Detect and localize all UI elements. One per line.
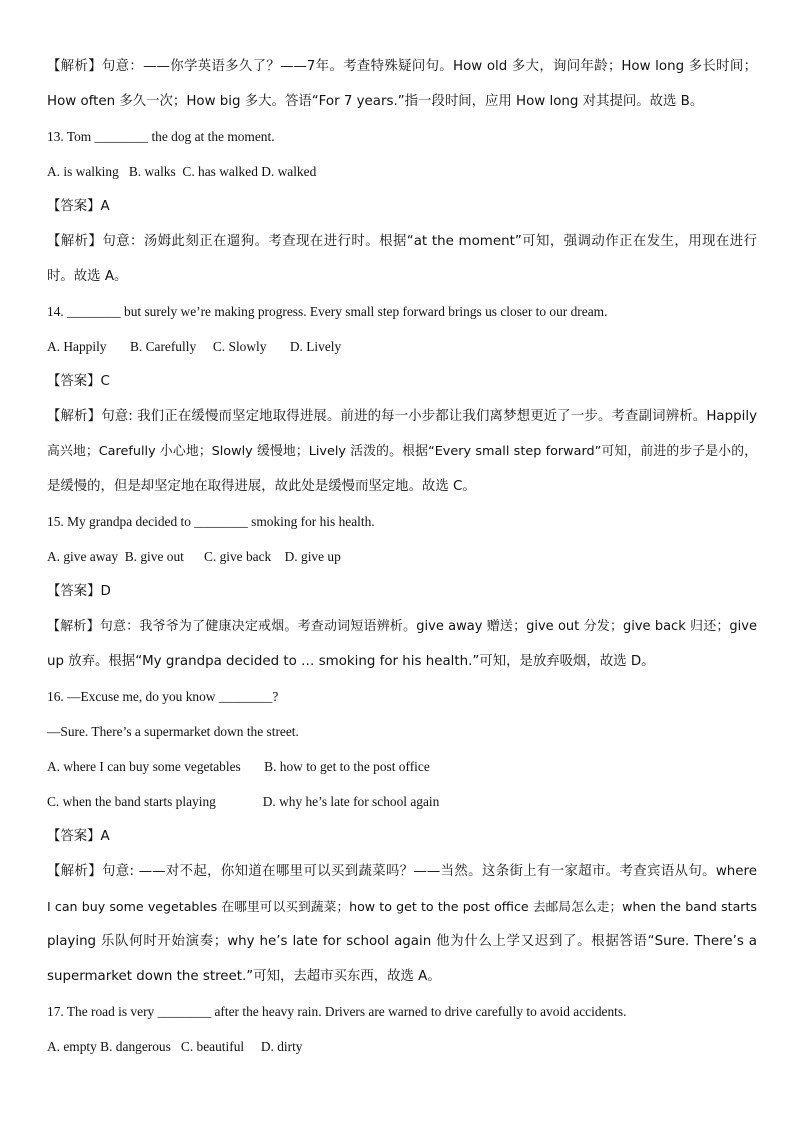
options-13: A. is walking B. walks C. has walked D. walked — [47, 164, 317, 179]
explanation-line: How often 多久一次；How big 多大。答语“For 7 years.”指一段时间，应用 How long 对其提问。故选 B。 — [47, 94, 704, 109]
explanation-line: 高兴地；Carefully 小心地；Slowly 缓慢地；Lively 活泼的。根据“Every small step forward”可知，前进的步子是小的， — [47, 444, 757, 459]
options-16-row2: C. when the band starts playing D. why he’s late for school again — [47, 794, 440, 809]
question-16: 16. —Excuse me, do you know ________? — [47, 689, 279, 704]
explanation-line: supermarket down the street.”可知，去超市买东西，故选 A。 — [47, 969, 441, 984]
question-17: 17. The road is very ________ after the heavy rain. Drivers are warned to drive carefully to avoid accidents. — [47, 1004, 627, 1019]
explanation-line: playing 乐队何时开始演奏；why he’s late for school again 他为什么上学又迟到了。根据答语“Sure. There’s a — [47, 934, 757, 949]
options-14: A. Happily B. Carefully C. Slowly D. Lively — [47, 339, 342, 354]
explanation-line: 【解析】句意: 我们正在缓慢而坚定地取得进展。前进的每一小步都让我们离梦想更近了一步。考查副词辨析。Happily — [47, 409, 757, 424]
explanation-line: I can buy some vegetables 在哪里可以买到蔬菜；how to get to the post office 去邮局怎么走；when the band starts — [47, 899, 757, 914]
question-15: 15. My grandpa decided to ________ smoking for his health. — [47, 514, 375, 529]
explanation-line: 时。故选 A。 — [47, 269, 128, 284]
answer-16: 【答案】A — [47, 829, 110, 844]
explanation-line: up 放弃。根据“My grandpa decided to … smoking for his health.”可知，是放弃吸烟，故选 D。 — [47, 654, 655, 669]
dialogue-line: —Sure. There’s a supermarket down the street. — [47, 724, 299, 739]
question-13: 13. Tom ________ the dog at the moment. — [47, 129, 275, 144]
options-17: A. empty B. dangerous C. beautiful D. dirty — [47, 1039, 303, 1054]
explanation-line: 【解析】句意：汤姆此刻正在遛狗。考查现在进行时。根据“at the moment”可知，强调动作正在发生，用现在进行 — [47, 234, 757, 249]
options-15: A. give away B. give out C. give back D. give up — [47, 549, 341, 564]
explanation-line: 是缓慢的，但是却坚定地在取得进展，故此处是缓慢而坚定地。故选 C。 — [47, 479, 476, 494]
answer-14: 【答案】C — [47, 374, 110, 389]
question-14: 14. ________ but surely we’re making progress. Every small step forward brings us closer to our dream. — [47, 304, 608, 319]
answer-15: 【答案】D — [47, 584, 111, 599]
explanation-line: 【解析】句意：——你学英语多久了？——7年。考查特殊疑问句。How old 多大，询问年龄；How long 多长时间； — [47, 59, 757, 74]
document-page — [47, 49, 757, 1064]
answer-13: 【答案】A — [47, 199, 110, 214]
options-16-row1: A. where I can buy some vegetables B. how to get to the post office — [47, 759, 430, 774]
explanation-line: 【解析】句意: ——对不起，你知道在哪里可以买到蔬菜吗？——当然。这条街上有一家超市。考查宾语从句。where — [47, 864, 757, 879]
explanation-line: 【解析】句意：我爷爷为了健康决定戒烟。考查动词短语辨析。give away 赠送；give out 分发；give back 归还；give — [47, 619, 757, 634]
